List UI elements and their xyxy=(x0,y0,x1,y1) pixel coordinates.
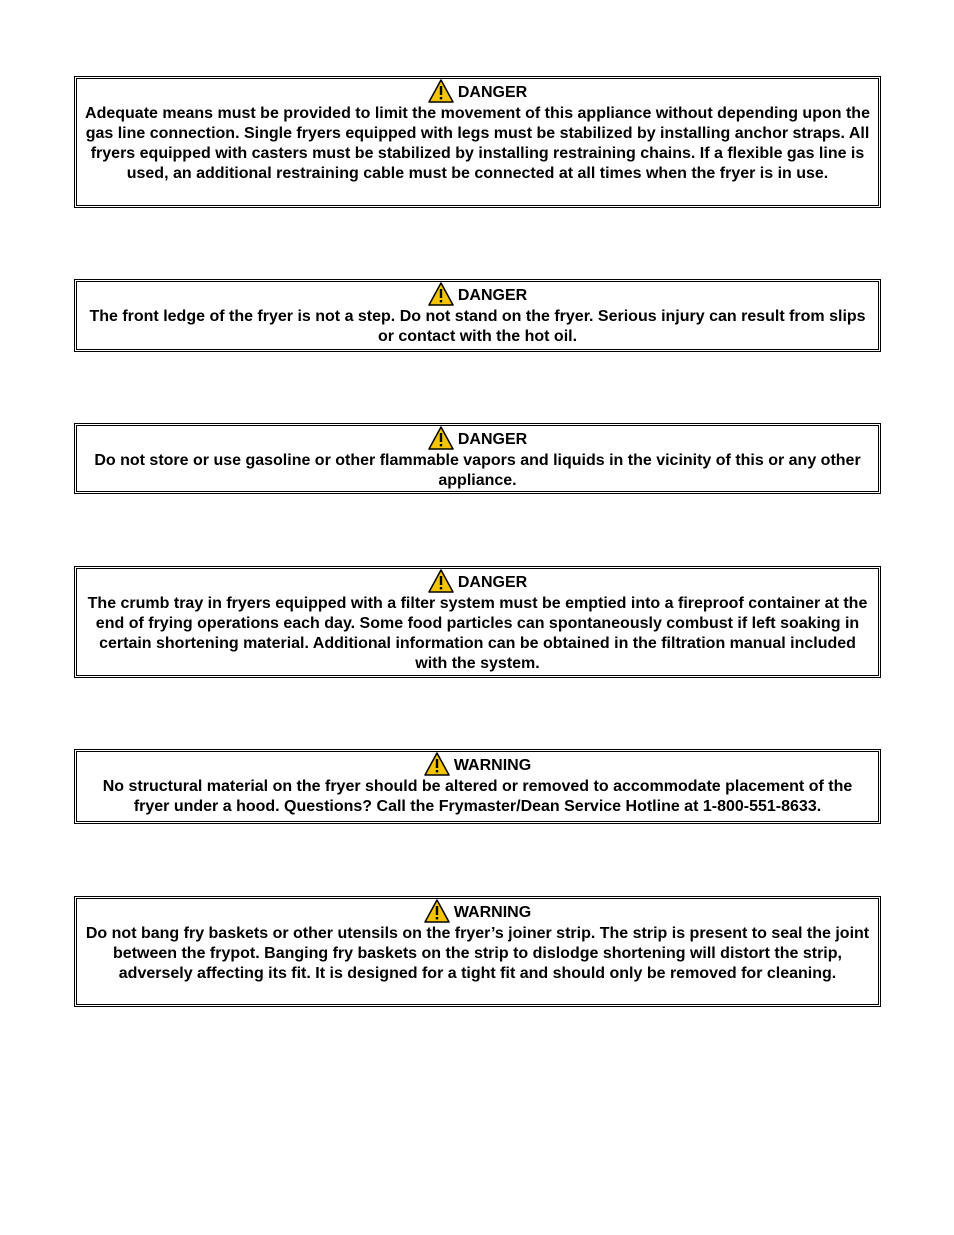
warning-triangle-icon xyxy=(428,282,454,306)
notice-text: No structural material on the fryer should be altered or removed to accommodate placement of the fryer under a hood. Questions? Call the Frymaster/Dean Service Hotline at 1-800-551-8633. xyxy=(102,778,853,815)
notice-heading xyxy=(83,755,872,777)
danger-notice-front-ledge xyxy=(74,279,881,352)
danger-notice-anchoring xyxy=(74,76,881,208)
danger-notice-flammables xyxy=(74,423,881,494)
warning-triangle-icon xyxy=(428,426,454,450)
warning-triangle-icon xyxy=(424,899,450,923)
notice-heading xyxy=(83,572,872,594)
warning-triangle-icon xyxy=(424,752,450,776)
warning-triangle-icon xyxy=(428,79,454,103)
notice-heading xyxy=(83,82,872,104)
notice-text: Adequate means must be provided to limit the movement of this appliance without depending upon the gas line connection. Single fryers equipped with legs must be stabilized by installing anchor straps. All fryers equipped with casters must be stabilized by installing restraining chains. If a flexible gas line is used, an additional restraining cable must be connected at all times when the fryer is in use. xyxy=(85,105,870,182)
notice-label: WARNING xyxy=(453,904,532,921)
notice-label: DANGER xyxy=(457,574,528,591)
notice-text: Do not bang fry baskets or other utensils on the fryer’s joiner strip. The strip is present to seal the joint between the frypot. Banging fry baskets on the strip to dislodge shortening will distort the strip, adversely affecting its fit. It is designed for a tight fit and should only be removed for cleaning. xyxy=(85,925,870,982)
danger-notice-crumb-tray xyxy=(74,566,881,678)
notice-heading xyxy=(83,429,872,451)
notice-label: DANGER xyxy=(457,431,528,448)
notice-text: The crumb tray in fryers equipped with a filter system must be emptied into a fireproof container at the end of frying operations each day. Some food particles can spontaneously combust if left soaking in certain shortening material. Additional information can be obtained in the filtration manual included with the system. xyxy=(87,595,868,672)
notice-heading xyxy=(83,285,872,307)
warning-notice-joiner-strip xyxy=(74,896,881,1007)
notice-text: Do not store or use gasoline or other flammable vapors and liquids in the vicinity of this or any other appliance. xyxy=(94,452,861,489)
notice-heading xyxy=(83,902,872,924)
warning-triangle-icon xyxy=(428,569,454,593)
notice-text: The front ledge of the fryer is not a step. Do not stand on the fryer. Serious injury can result from slips or contact with the hot oil. xyxy=(89,308,866,345)
notice-label: WARNING xyxy=(453,757,532,774)
notice-label: DANGER xyxy=(457,84,528,101)
notice-label: DANGER xyxy=(457,287,528,304)
warning-notice-structural xyxy=(74,749,881,824)
